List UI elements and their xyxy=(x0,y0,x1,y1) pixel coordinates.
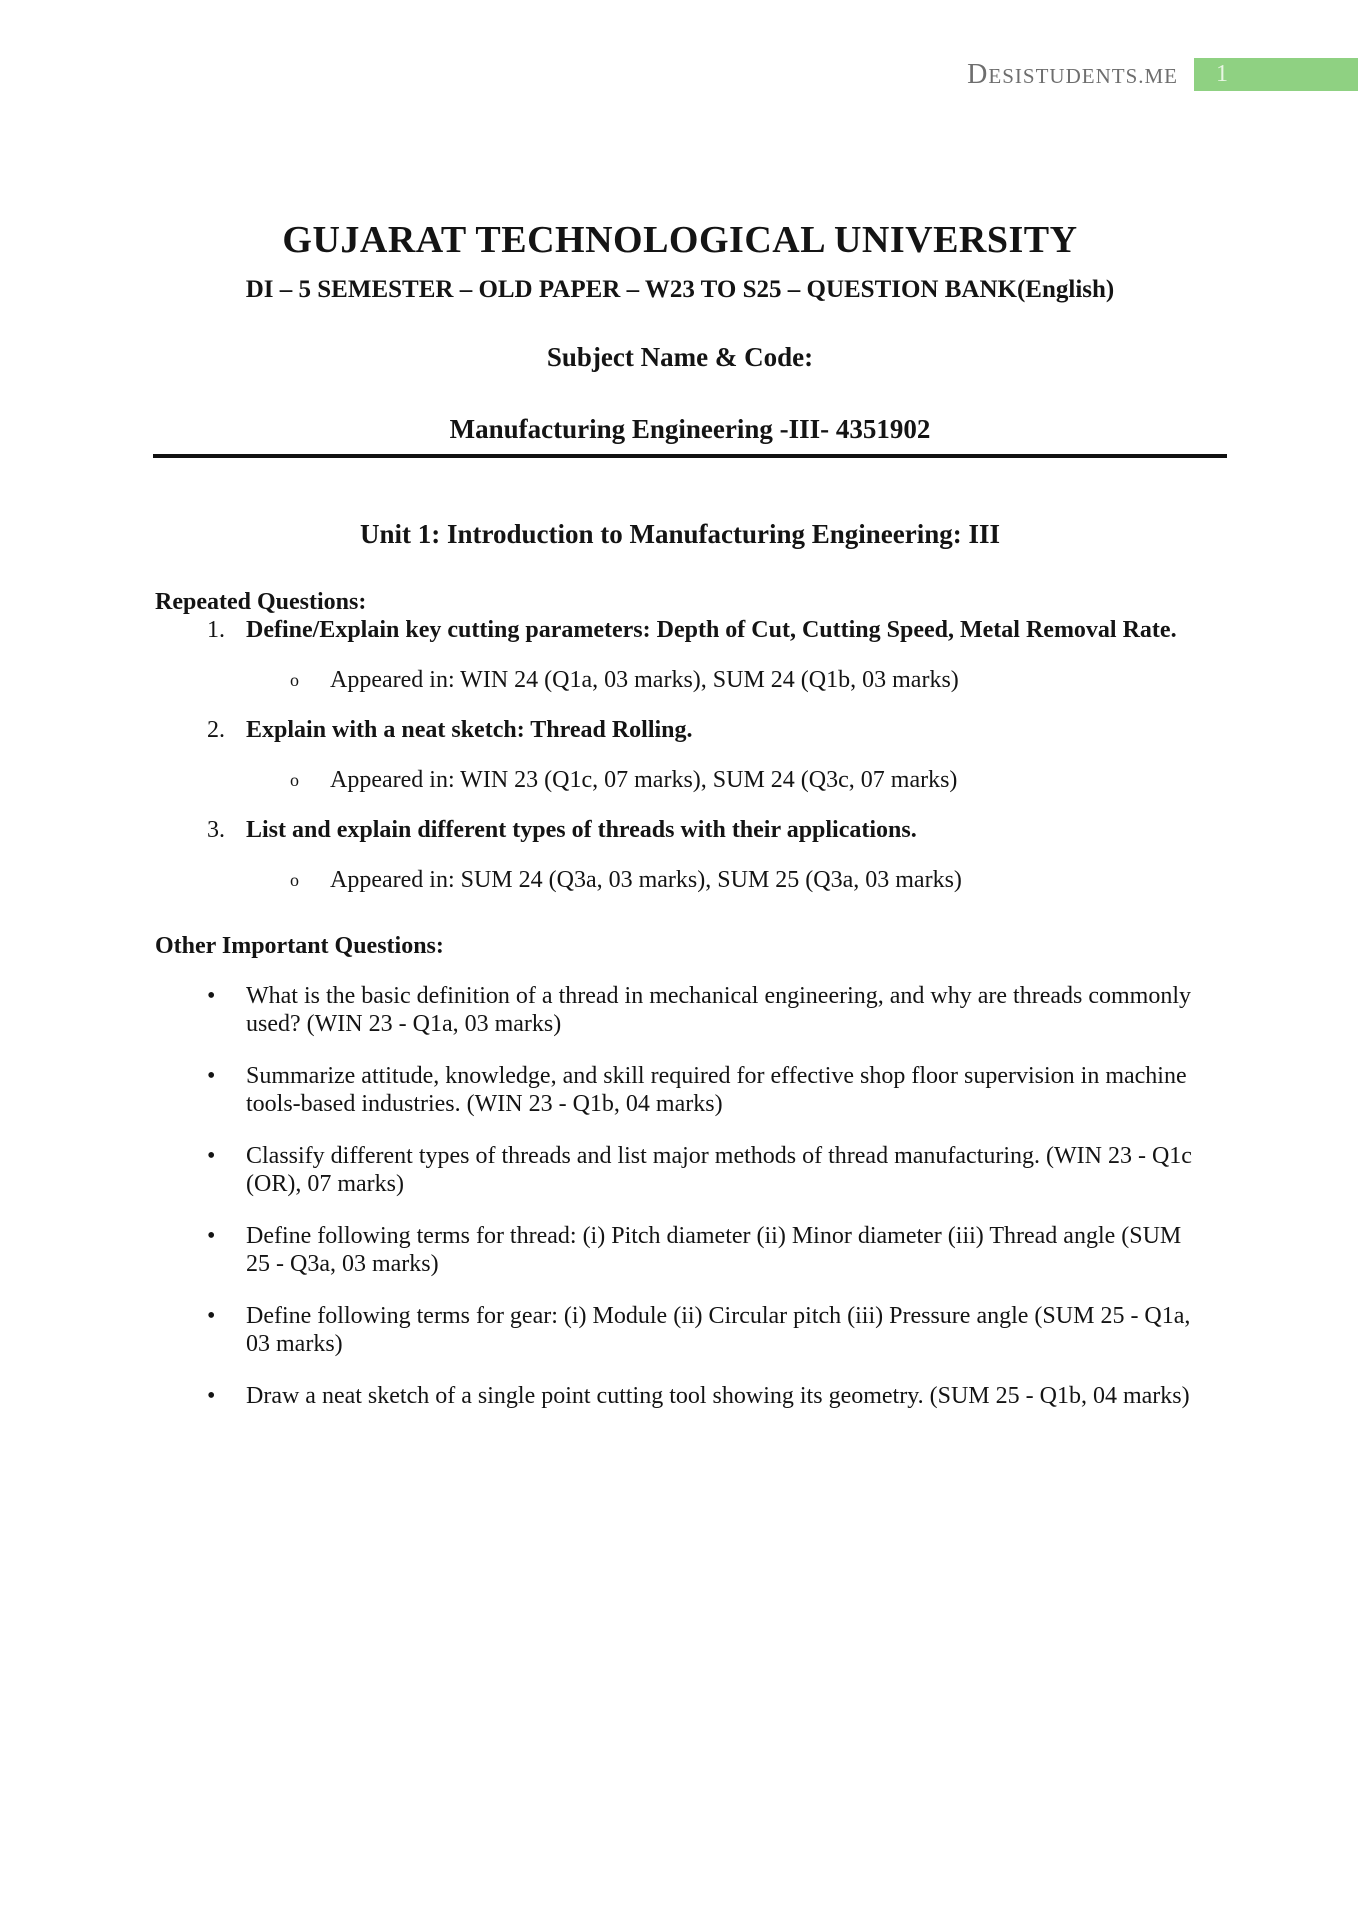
bullet-text: Define following terms for thread: (i) Pitch diameter (ii) Minor diameter (iii) Thread angle (SUM 25 - Q3a, 03 marks) xyxy=(246,1223,1182,1277)
list-number: 3. xyxy=(207,817,225,843)
repeated-questions-heading: Repeated Questions: xyxy=(155,589,367,615)
disc-bullet-icon: • xyxy=(207,983,216,1009)
question-text: Explain with a neat sketch: Thread Rolling. xyxy=(246,717,693,743)
bullet-text: What is the basic definition of a thread in mechanical engineering, and why are threads commonly used? (WIN 23 - Q1a, 03 marks) xyxy=(246,983,1191,1037)
bullet-item xyxy=(155,1302,1205,1358)
appeared-note xyxy=(155,766,1205,794)
disc-bullet-icon: • xyxy=(207,1303,216,1329)
bullet-item xyxy=(155,982,1205,1038)
question-text: Define/Explain key cutting parameters: Depth of Cut, Cutting Speed, Metal Removal Rate. xyxy=(246,617,1177,643)
circle-bullet-icon: o xyxy=(290,770,299,790)
question-item xyxy=(155,716,1205,744)
disc-bullet-icon: • xyxy=(207,1063,216,1089)
list-number: 1. xyxy=(207,617,225,643)
site-watermark: DESISTUDENTS.ME xyxy=(967,58,1178,90)
university-title: GUJARAT TECHNOLOGICAL UNIVERSITY xyxy=(282,219,1078,261)
bullet-text: Draw a neat sketch of a single point cutting tool showing its geometry. (SUM 25 - Q1b, 04 marks) xyxy=(246,1383,1190,1409)
bullet-item xyxy=(155,1382,1205,1410)
appeared-note xyxy=(155,666,1205,694)
bullet-item xyxy=(155,1142,1205,1198)
page-number: 1 xyxy=(1216,61,1228,87)
question-item xyxy=(155,616,1205,644)
appeared-text: Appeared in: WIN 23 (Q1c, 07 marks), SUM 24 (Q3c, 07 marks) xyxy=(330,767,958,793)
circle-bullet-icon: o xyxy=(290,870,299,890)
document-content xyxy=(155,0,1205,1434)
bullet-text: Summarize attitude, knowledge, and skill required for effective shop floor supervision in machine tools-based industries. (WIN 23 - Q1b, 04 marks) xyxy=(246,1063,1187,1117)
bullet-item xyxy=(155,1222,1205,1278)
other-questions-heading: Other Important Questions: xyxy=(155,933,444,959)
unit-heading: Unit 1: Introduction to Manufacturing Engineering: III xyxy=(359,519,1001,549)
bullet-text: Classify different types of threads and list major methods of thread manufacturing. (WIN 23 - Q1c (OR), 07 marks) xyxy=(246,1143,1192,1197)
bullet-item xyxy=(155,1062,1205,1118)
subject-name-code-value: Manufacturing Engineering -III- 4351902 xyxy=(153,413,1227,458)
circle-bullet-icon: o xyxy=(290,670,299,690)
disc-bullet-icon: • xyxy=(207,1223,216,1249)
disc-bullet-icon: • xyxy=(207,1143,216,1169)
question-text: List and explain different types of threads with their applications. xyxy=(246,817,917,843)
paper-subtitle: DI – 5 SEMESTER – OLD PAPER – W23 TO S25 – QUESTION BANK(English) xyxy=(245,276,1115,303)
disc-bullet-icon: • xyxy=(207,1383,216,1409)
question-item xyxy=(155,816,1205,844)
list-number: 2. xyxy=(207,717,225,743)
bullet-text: Define following terms for gear: (i) Module (ii) Circular pitch (iii) Pressure angle (SUM 25 - Q1a, 03 marks) xyxy=(246,1303,1191,1357)
subject-name-code-label: Subject Name & Code: xyxy=(546,342,814,372)
page-number-badge xyxy=(1194,58,1358,91)
appeared-note xyxy=(155,866,1205,894)
appeared-text: Appeared in: WIN 24 (Q1a, 03 marks), SUM 24 (Q1b, 03 marks) xyxy=(330,667,959,693)
appeared-text: Appeared in: SUM 24 (Q3a, 03 marks), SUM 25 (Q3a, 03 marks) xyxy=(330,867,962,893)
